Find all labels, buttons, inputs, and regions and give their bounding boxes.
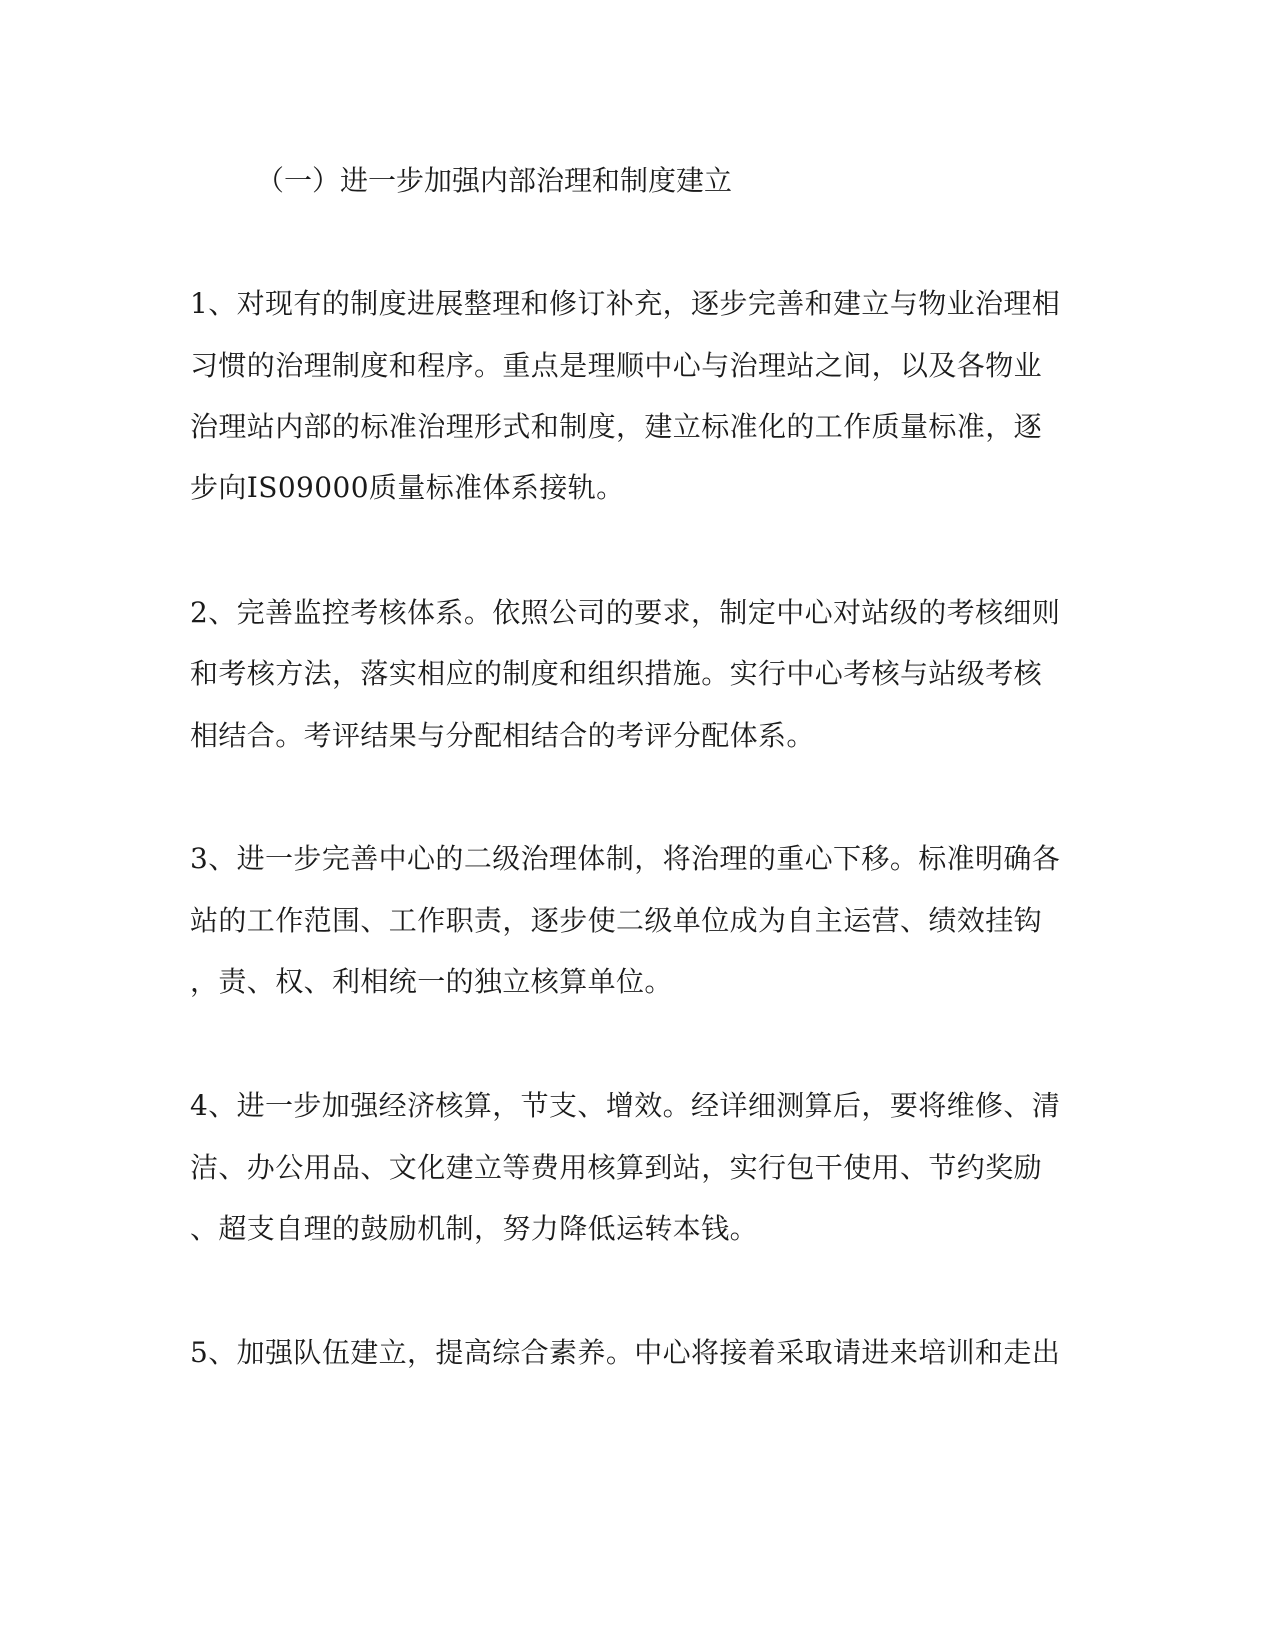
paragraph-1-line-1: 1、对现有的制度进展整理和修订补充，逐步完善和建立与物业治理相	[190, 287, 1061, 320]
paragraph-2-line-1: 2、完善监控考核体系。依照公司的要求，制定中心对站级的考核细则	[190, 596, 1061, 629]
paragraph-5-line-1: 5、加强队伍建立，提高综合素养。中心将接着采取请进来培训和走出	[190, 1336, 1061, 1369]
paragraph-1-line-4: 步向IS09000质量标准体系接轨。	[190, 471, 625, 504]
paragraph-3-line-2: 站的工作范围、工作职责，逐步使二级单位成为自主运营、绩效挂钩	[190, 904, 1043, 937]
paragraph-4-line-3: 、超支自理的鼓励机制，努力降低运转本钱。	[190, 1212, 759, 1245]
paragraph-3-line-1: 3、进一步完善中心的二级治理体制，将治理的重心下移。标准明确各	[190, 842, 1061, 875]
paragraph-1-line-2: 习惯的治理制度和程序。重点是理顺中心与治理站之间，以及各物业	[190, 349, 1043, 382]
paragraph-1-line-3: 治理站内部的标准治理形式和制度，建立标准化的工作质量标准，逐	[190, 410, 1043, 443]
section-heading: （一）进一步加强内部治理和制度建立	[256, 164, 733, 197]
paragraph-2-line-2: 和考核方法，落实相应的制度和组织措施。实行中心考核与站级考核	[190, 657, 1043, 690]
paragraph-4-line-2: 洁、办公用品、文化建立等费用核算到站，实行包干使用、节约奖励	[190, 1151, 1043, 1184]
paragraph-2-line-3: 相结合。考评结果与分配相结合的考评分配体系。	[190, 719, 815, 752]
paragraph-3-line-3: ，责、权、利相统一的独立核算单位。	[190, 965, 673, 998]
paragraph-4-line-1: 4、进一步加强经济核算，节支、增效。经详细测算后，要将维修、清	[190, 1089, 1061, 1122]
